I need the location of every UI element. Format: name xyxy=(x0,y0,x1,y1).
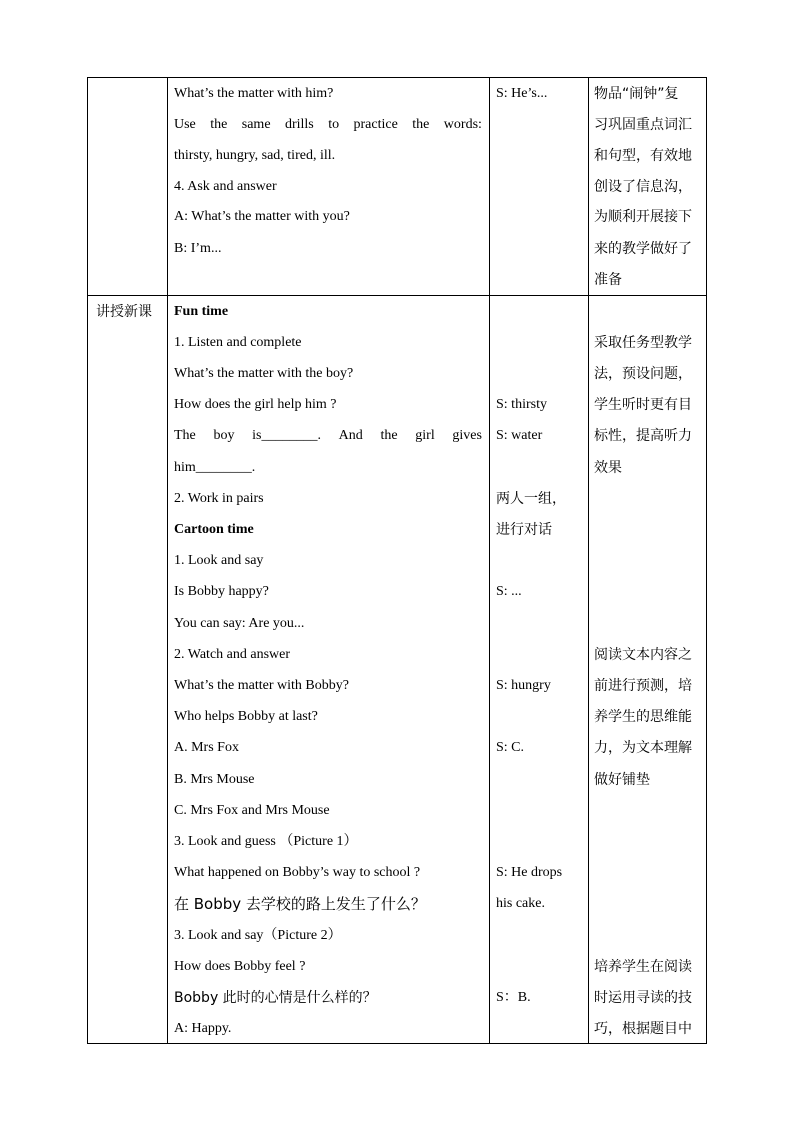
row2-text-line: You can say: Are you... xyxy=(174,616,305,631)
row1-note-line: 来的教学做好了 xyxy=(594,241,692,257)
row2-text-line: Is Bobby happy? xyxy=(174,584,269,599)
row1-text-line: B: I’m... xyxy=(174,241,222,256)
row2-text-line: How does Bobby feel ? xyxy=(174,959,306,974)
row1-text-line: A: What’s the matter with you? xyxy=(174,209,350,224)
section-heading: Fun time xyxy=(174,304,229,319)
row2-note-line: 培养学生在阅读 xyxy=(594,959,692,975)
row2-note-line: 采取任务型教学 xyxy=(594,335,692,351)
row1-text-line: Use the same drills to practice the words: xyxy=(174,117,482,132)
row2-text-line: Bobby 此时的心情是什么样的？ xyxy=(174,990,377,1006)
row2-note-line: 标性，提高听力 xyxy=(594,428,692,444)
row1-text-line: thirsty, hungry, sad, tired, ill. xyxy=(174,148,336,163)
row2-text-line: 在 Bobby 去学校的路上发生了什么？ xyxy=(174,895,426,913)
column-divider-1 xyxy=(167,78,168,1043)
row2-student-response: S：B. xyxy=(496,990,531,1005)
column-divider-3 xyxy=(588,78,589,1043)
row2-text-line: 1. Look and say xyxy=(174,553,264,568)
row2-note-line: 阅读文本内容之 xyxy=(594,647,692,663)
row2-text-line: What happened on Bobby’s way to school ? xyxy=(174,865,421,880)
row2-student-response: S: C. xyxy=(496,740,525,755)
row2-option-line: A. Mrs Fox xyxy=(174,740,239,755)
row2-text-line: What’s the matter with the boy? xyxy=(174,366,354,381)
row2-text-line: A: Happy. xyxy=(174,1021,232,1036)
row2-student-response: S: ... xyxy=(496,584,522,599)
section-heading: Cartoon time xyxy=(174,522,254,537)
row1-student-response: S: He’s... xyxy=(496,86,548,101)
row2-text-line: Who helps Bobby at last? xyxy=(174,709,318,724)
row1-note-line: 为顺利开展接下 xyxy=(594,209,692,225)
column-divider-2 xyxy=(489,78,490,1043)
row2-student-response: 进行对话 xyxy=(496,522,552,538)
row2-option-line: C. Mrs Fox and Mrs Mouse xyxy=(174,803,330,818)
row2-note-line: 时运用寻读的技 xyxy=(594,990,692,1006)
row2-student-response: his cake. xyxy=(496,896,545,911)
row2-text-line: How does the girl help him ? xyxy=(174,397,337,412)
row1-text-line: 4. Ask and answer xyxy=(174,179,277,194)
lesson-plan-table xyxy=(87,77,707,1044)
row2-student-response: S: thirsty xyxy=(496,397,547,412)
row1-note-line: 创设了信息沟， xyxy=(594,179,692,195)
row2-text-line: 3. Look and guess （Picture 1） xyxy=(174,834,358,849)
row2-text-line: 2. Watch and answer xyxy=(174,647,291,662)
row2-note-line: 养学生的思维能 xyxy=(594,709,692,725)
row2-student-response: 两人一组， xyxy=(496,491,566,507)
row2-text-line: him________. xyxy=(174,460,256,475)
row-divider xyxy=(88,295,706,296)
row2-option-line: B. Mrs Mouse xyxy=(174,772,255,787)
row2-note-line: 力，为文本理解 xyxy=(594,740,692,756)
row2-text-line: What’s the matter with Bobby? xyxy=(174,678,349,693)
row2-text-line: 3. Look and say（Picture 2） xyxy=(174,928,342,943)
row2-student-response: S: water xyxy=(496,428,543,443)
row1-note-line: 准备 xyxy=(594,272,622,288)
row2-student-response: S: hungry xyxy=(496,678,551,693)
row2-note-line: 学生听时更有目 xyxy=(594,397,692,413)
row2-student-response: S: He drops xyxy=(496,865,563,880)
row2-note-line: 巧，根据题目中 xyxy=(594,1021,692,1037)
row1-note-line: 物品“闹钟”复 xyxy=(594,86,679,102)
row2-note-line: 做好铺垫 xyxy=(594,772,650,788)
row2-text-line: 1. Listen and complete xyxy=(174,335,302,350)
row2-note-line: 前进行预测，培 xyxy=(594,678,692,694)
row1-note-line: 和句型，有效地 xyxy=(594,148,692,164)
row2-note-line: 法，预设问题， xyxy=(594,366,692,382)
row2-text-line: 2. Work in pairs xyxy=(174,491,264,506)
row2-text-line: The boy is________. And the girl gives xyxy=(174,428,482,443)
row1-note-line: 习巩固重点词汇 xyxy=(594,117,692,133)
section-label: 讲授新课 xyxy=(96,304,152,320)
row2-note-line: 效果 xyxy=(594,460,622,476)
row1-text-line: What’s the matter with him? xyxy=(174,86,334,101)
